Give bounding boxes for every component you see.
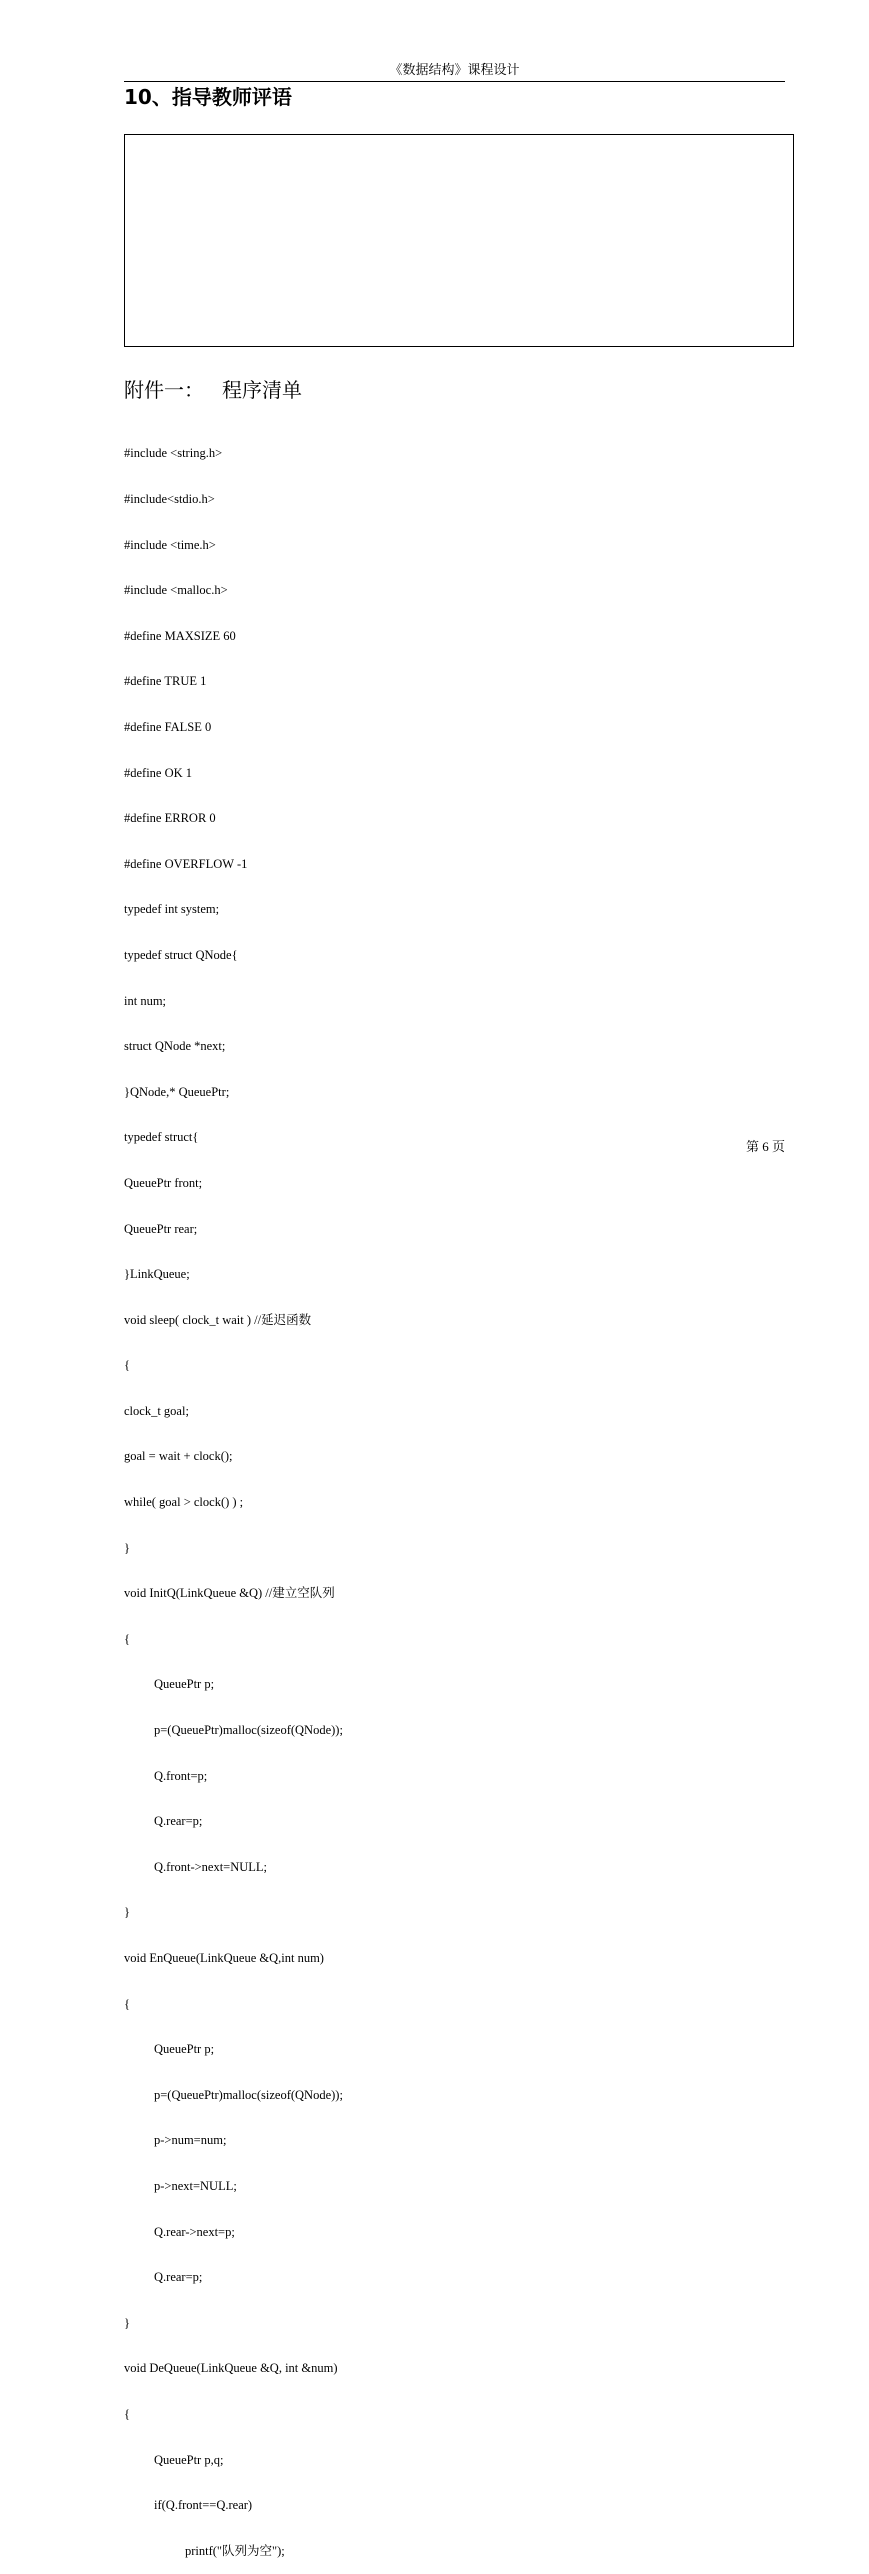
code-line: if(Q.front==Q.rear) (154, 2498, 253, 2513)
code-line: Q.rear=p; (154, 2270, 203, 2285)
page-number: 第 6 页 (745, 1139, 785, 1154)
code-line: #include <string.h> (124, 446, 223, 461)
code-line: #define OVERFLOW -1 (124, 856, 248, 871)
code-line: { (124, 1631, 130, 1646)
code-line: Q.front->next=NULL; (154, 1859, 268, 1874)
code-line: p=(QueuePtr)malloc(sizeof(QNode)); (154, 1723, 343, 1738)
code-line: { (124, 1358, 130, 1373)
code-line: typedef int system; (124, 902, 220, 917)
code-line: } (124, 1905, 130, 1920)
code-line: clock_t goal; (124, 1403, 189, 1418)
code-line: #include <malloc.h> (124, 583, 228, 598)
code-line: Q.rear->next=p; (154, 2224, 235, 2239)
code-line: { (124, 1996, 130, 2011)
code-line: void EnQueue(LinkQueue &Q,int num) (124, 1951, 324, 1965)
code-line: while( goal > clock() ) ; (124, 1495, 244, 1510)
code-line: goal = wait + clock(); (124, 1449, 233, 1464)
appendix-label: 附件一： (124, 378, 204, 402)
code-listing (124, 416, 784, 2574)
code-line: }LinkQueue; (124, 1267, 190, 1282)
code-line: } (124, 2315, 130, 2330)
code-line: int num; (124, 993, 167, 1008)
appendix-title (124, 376, 302, 404)
code-line: p=(QueuePtr)malloc(sizeof(QNode)); (154, 2087, 343, 2102)
code-line: void sleep( clock_t wait ) //延迟函数 (124, 1312, 312, 1327)
teacher-comment-box (124, 134, 794, 347)
code-line: typedef struct{ (124, 1130, 199, 1145)
code-line: Q.front=p; (154, 1768, 208, 1783)
code-line: { (124, 2406, 130, 2421)
code-line: printf("队列为空"); (185, 2543, 285, 2558)
code-line: QueuePtr p; (154, 2042, 215, 2057)
code-line: p->next=NULL; (154, 2178, 237, 2193)
code-line: #include <time.h> (124, 537, 216, 552)
code-line: void InitQ(LinkQueue &Q) //建立空队列 (124, 1586, 335, 1601)
appendix-heading: 程序清单 (222, 378, 302, 402)
code-line: void DeQueue(LinkQueue &Q, int &num) (124, 2361, 338, 2376)
code-line: #define OK 1 (124, 765, 193, 780)
code-line: #define FALSE 0 (124, 719, 212, 734)
code-line: #define TRUE 1 (124, 674, 207, 689)
header-title: 《数据结构》课程设计 (389, 62, 520, 77)
code-line: QueuePtr p,q; (154, 2452, 224, 2467)
code-line: p->num=num; (154, 2133, 227, 2148)
code-line: Q.rear=p; (154, 1814, 203, 1829)
code-line: QueuePtr rear; (124, 1221, 198, 1236)
code-line: }QNode,* QueuePtr; (124, 1084, 230, 1099)
code-line: } (124, 1540, 130, 1555)
code-line: QueuePtr p; (154, 1677, 215, 1692)
code-line: struct QNode *next; (124, 1039, 226, 1054)
code-line: typedef struct QNode{ (124, 947, 238, 962)
code-line: #define ERROR 0 (124, 811, 216, 826)
page-header (124, 61, 785, 82)
code-line: QueuePtr front; (124, 1175, 203, 1190)
code-line: #include<stdio.h> (124, 492, 215, 506)
section-title: 10、指导教师评语 (124, 85, 292, 109)
code-line: #define MAXSIZE 60 (124, 628, 236, 643)
